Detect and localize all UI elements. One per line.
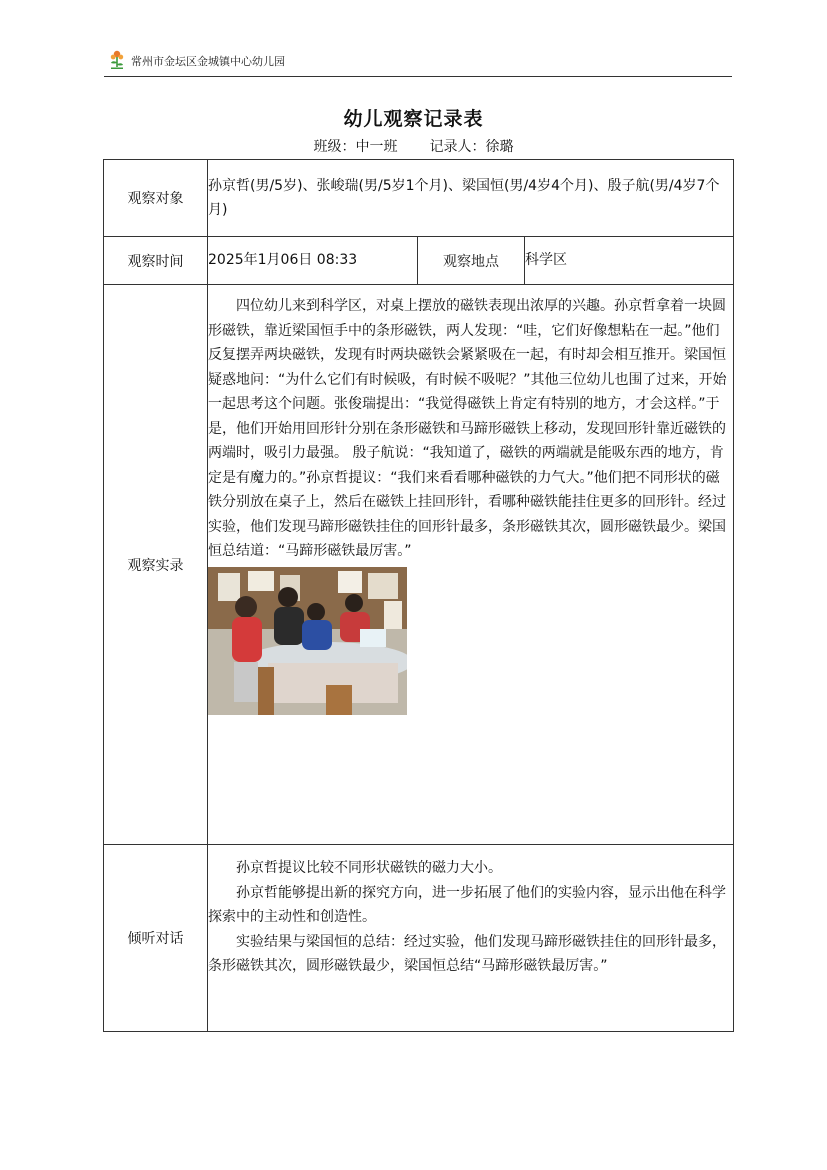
page-title: 幼儿观察记录表 <box>343 108 484 130</box>
children-photo-illustration <box>208 567 407 715</box>
record-meta <box>0 136 827 156</box>
observation-photo <box>208 567 407 715</box>
listen-label: 倾听对话 <box>104 845 208 1032</box>
listen-row <box>104 845 734 1032</box>
class-info: 班级：中一班 <box>313 139 398 155</box>
record-text: 四位幼儿来到科学区，对桌上摆放的磁铁表现出浓厚的兴趣。孙京哲拿着一块圆形磁铁，靠近梁国恒手中的条形磁铁，两人发现：“哇，它们好像想粘在一起。”他们反复摆弄两块磁铁，发现有时两块磁铁会紧紧吸在一起，有时却会相互推开。梁国恒疑惑地问：“为什么它们有时候吸，有时候不吸呢？”其他三位幼儿也围了过来，开始一起思考这个问题。张俊瑞提出：“我觉得磁铁上肯定有特别的地方，才会这样。”于是，他们开始用回形针分别在条形磁铁和马蹄形磁铁上移动，发现回形针靠近磁铁的两端时，吸引力最强。 殷子航说：“我知道了，磁铁的两端就是能吸东西的地方，肯定是有魔力的。”孙京哲提议：“我们来看看哪种磁铁的力气大。”他们把不同形状的磁铁分别放在桌子上，然后在磁铁上挂回形针，看哪种磁铁能挂住更多的回形针。经过实验，他们发现马蹄形磁铁挂住的回形针最多，条形磁铁其次，圆形磁铁最少。梁国恒总结道：“马蹄形磁铁最厉害。” <box>208 298 727 559</box>
record-label: 观察实录 <box>104 285 208 845</box>
subjects-row <box>104 160 734 237</box>
flower-logo-icon <box>108 50 126 70</box>
record-row <box>104 285 734 845</box>
time-value: 2025年1月06日 08:33 <box>208 237 418 285</box>
listen-paragraph-3: 实验结果与梁国恒的总结：经过实验，他们发现马蹄形磁铁挂住的回形针最多，条形磁铁其次，圆形磁铁最少，梁国恒总结“马蹄形磁铁最厉害。” <box>208 933 726 974</box>
school-name: 常州市金坛区金城镇中心幼儿园 <box>131 55 285 68</box>
location-value: 科学区 <box>525 237 734 285</box>
recorder-info: 记录人：徐璐 <box>429 139 514 155</box>
time-label: 观察时间 <box>104 237 208 285</box>
listen-paragraph-1: 孙京哲提议比较不同形状磁铁的磁力大小。 <box>236 860 502 876</box>
subjects-value: 孙京哲(男/5岁)、张峻瑞(男/5岁1个月)、梁国恒(男/4岁4个月)、殷子航(男/4岁7个月) <box>208 160 734 237</box>
observation-table <box>103 159 734 1032</box>
location-label: 观察地点 <box>418 237 525 285</box>
page-header <box>104 48 732 77</box>
listen-paragraph-2: 孙京哲能够提出新的探究方向，进一步拓展了他们的实验内容，显示出他在科学探索中的主动性和创造性。 <box>208 884 726 925</box>
subjects-label: 观察对象 <box>104 160 208 237</box>
time-row <box>104 237 734 285</box>
